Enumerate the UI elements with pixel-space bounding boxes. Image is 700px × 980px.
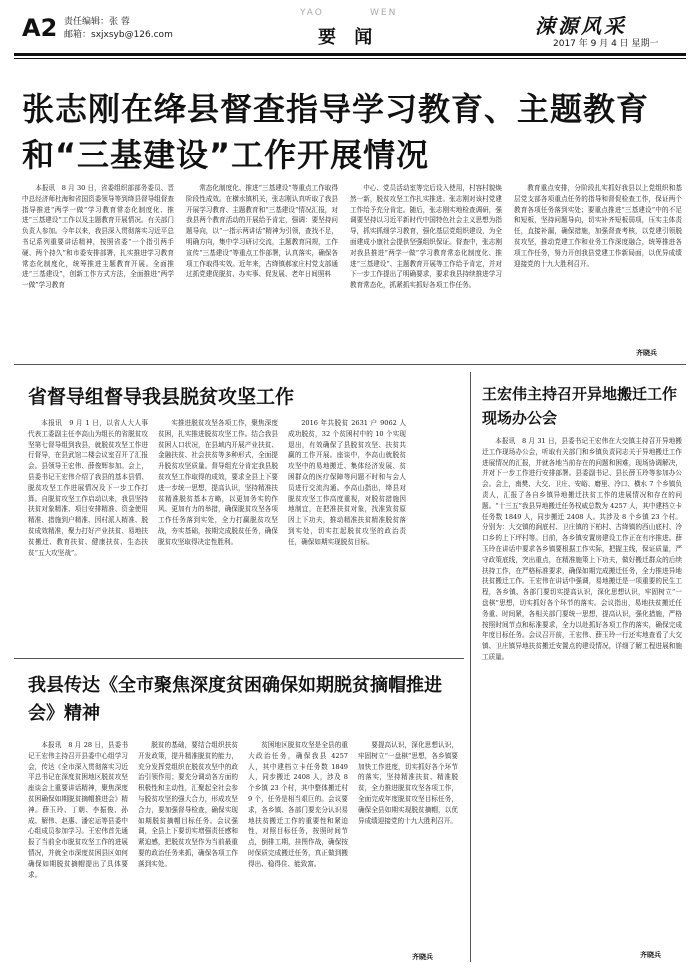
conference-column-4: 要提高认识，深化思想认识，牢固树立“一盘棋”思想，各乡镇要加快工作进度，切实抓好各个环节的落实，坚持精准扶贫、精准脱贫，全力推进脱贫攻坚各项工作，全面完成年度脱贫攻坚目标任务，确保全县如期实现脱贫摘帽，以优异成绩迎接党的十九大胜利召开。	[358, 741, 458, 825]
lead-column-3: 中心、党员活动室等完后设入使用，村容村貌焕然一新，脱贫攻坚工作扎实推进。张志刚对该村党建工作给予充分肯定。随后，张志刚实地检查调研，强调要坚持以习近平新时代中国特色社会主义思想为指导，抓实抓细学习教育，强化基层党组织建设，为全面建成小康社会提供坚强组织保证。督查中，张志刚对我县推进“两学一做”学习教育常态化制度化、推进“三基建设”、主题教育开展等工作给予肯定，并对下一步工作提出了明确要求，要求我县持续推进学习教育常态化，抓紧抓实抓好各项工作任务。	[350, 184, 502, 290]
lead-column-4: 教育重点安排，分阶段扎实抓好我县以上党组织和基层党支部各项重点任务的指导和督促检查工作，保证两个教育各项任务落到实处；要重点推进“三基建设”中的不足和短板，坚持问题导向，切实补齐短板弱项，压实主体责任，直接补漏，确保措施，加强督查考核，以党建引领脱贫攻坚，推动党建工作和业务工作深度融合，统筹推进各项工作任务，努力开创我县党建工作新局面，以优异成绩迎接党的十九大胜利召开。	[514, 184, 682, 268]
section-divider-2	[14, 658, 464, 659]
pinyin-right: WEN	[370, 8, 398, 18]
editor-line: 责任编辑：张 蓉	[64, 17, 130, 27]
poverty-column-3: 2016 年共脱贫 2631 户 9062 人成功脱贫，32 个贫困村中的 10 个实现退出，有效确保了县脱贫攻坚、扶贫共赢的工作开展。座谈中，李高山就脱贫攻坚中的易地搬迁、集体经济发展、贫困群众的医疗保障等问题不时和与会人员进行交流沟通。李高山指出，绛县对脱贫攻坚工作高度重视，对脱贫措施因地制宜，在把准扶贫对象，找准致贫原因上下功夫，推动精准扶贫精准脱贫落到实处，切实扛起脱贫攻坚的政治责任，确保如期实现脱贫目标。	[288, 419, 406, 546]
masthead-rule-thin	[14, 58, 686, 59]
masthead	[0, 0, 700, 56]
relocation-body: 本报讯 8 月 31 日，县委书记王宏伟在大交镇主持召开异地搬迁工作现场办公会，听取有关部门和乡镇负责同志关于异地搬迁工作进展情况的汇报，并就各地当前存在的问题和困难，现场协调解决，并对下一步工作进行安排部署。县委副书记、县长薛玉玲等参加办公会。会上，南樊、大交、卫庄、安峪、磨里、冷口、横水 7 个乡镇负责人，汇报了各自乡镇异地搬迁扶贫工作的进展情况和存在的问题。“十三五”我县异地搬迁任务权威总数为 4257 人，其中建档立卡任务数 1849 人，同步搬迁 2408 人。共涉及 8 个乡镇 23 个村。分别为：大交镇的涧底村、卫庄镇的下柏村、古绛镇的西山底村、冷口乡的上下坪村等。目前，各乡镇安置房建设工作正在有序推进。薛玉玲在讲话中要求各乡镇要根据工作实际，把握主线，保证质量，严守政策底线，突出重点，在精准施策上下功夫，做好搬迁群众的后续扶持工作，在严格标准要求，确保如期完成搬迁任务，全力推进异地扶贫搬迁工作。王宏伟在讲话中强调，易地搬迁是一项重要的民生工程，各乡镇、各部门要切实提高认识，深化思想认识，牢固树立“一盘棋”思想，切实抓好各个环节的落实。会议指出，易地扶贫搬迁任务重、时间紧，各相关部门要统一思想，提高认识，强化措施，严格按照时间节点和标准要求，全力以赴抓好各项工作的落实，确保完成年度目标任务。会议召开前，王宏伟、薛玉玲一行还实地查看了大交镇、卫庄镇异地扶贫搬迁安置点的建设情况，详细了解工程进展和施工质量。	[482, 437, 682, 661]
section-pinyin	[300, 8, 398, 18]
newspaper-logo: 涑源风采	[535, 14, 627, 38]
poverty-column-2: 实推进脱贫攻坚各项工作，聚焦深度贫困，扎实推进脱贫攻坚工作。结合我县贫困人口状况，在县域内开展产业扶贫、金融扶贫、社会扶贫等多种形式，全面提升脱贫攻坚质量。督导组充分肯定我县脱贫攻坚工作取得的成效，要求全县上下要进一步统一思想，提高认识，坚持精准扶贫精准脱贫基本方略，以更加务实的作风、更加有力的举措，确保脱贫攻坚各项工作任务落到实处，全力打赢脱贫攻坚战，夯实基础，按期完成脱贫任务，确保脱贫攻坚取得决定性胜利。	[158, 419, 278, 546]
lead-headline: 张志刚在绛县督查指导学习教育、主题教育和“三基建设”工作开展情况	[22, 90, 650, 174]
vertical-divider	[470, 372, 471, 962]
pinyin-left: YAO	[300, 8, 324, 18]
masthead-rule	[14, 53, 686, 56]
lead-column-2: 常态化制度化、推进“三基建设”等重点工作取得阶段性成效。在横水镇机关，张志刚认真听取了我县开展学习教育、主题教育和“三基建设”情况汇报，对我县两个教育活动的开展给予肯定，强调：要坚持问题导向，以“一指示两讲话”精神为引领，查找不足，明确方向，集中学习研讨交流，主题教育同规，工作宣传“三基建设”等重点工作部署，认真落实，确保各项工作取得实效。近年来，古绛镇郝家庄村党支部通过抓党建促脱贫、办实事、促发展、老年日间照料	[186, 184, 338, 279]
lead-column-1: 本报讯 8 月 30 日，省委组织部部务委员、晋中总经济师杜海和省国资委领导等到绛县督导组督查指导推进“两学一做”学习教育常态化制度化、推进“三基建设”工作以及主题教育开展情况。有关部门负责人参加。今年以来，我县深入贯彻落实习近平总书记系列重要讲话精神，按照省委“一个指引两手硬、两个持久”和市委安排部署，扎实推进学习教育常态化制度化，统筹推进主题教育开展。全面推进“三基建设”，创新工作方式方法，全面推进“两学一做”学习教育	[22, 184, 174, 290]
conference-column-2: 脱贫的基础，要结合组织扶贫开发政策，提升精准脱贫的能力，充分发挥党组织在脱贫攻坚中的政治引领作用；要充分调动各方面的积极性和主动性，汇聚起全社会参与脱贫攻坚的强大合力，形成攻坚合力，要加强督导检查，确保实现如期脱贫摘帽目标任务。会议强调，全县上下要切实增强责任感和紧迫感，把脱贫攻坚作为当前最重要的政治任务来抓，确保各项工作落到实处。	[138, 741, 238, 868]
conference-byline: 齐晓兵	[412, 952, 433, 961]
lead-byline: 齐晓兵	[636, 348, 657, 357]
poverty-column-1: 本报讯 9 月 1 日，以省人大人事代表工委副主任李高山为组长的省脱贫攻坚第七督导组到我县，就脱贫攻坚工作进行督导，在县武馆二楼会议室召开了汇报会。县领导王宏伟、薛俊辉参加。会上，县委书记王宏伟介绍了我县的基本县情、脱贫攻坚工作进展情况及下一步工作打算。自脱贫攻坚工作启动以来，我县坚持扶贫对象精准、项目安排精准、资金使用精准、措施到户精准、因村派人精准、脱贫成效精准，聚力打好产业扶贫、易地扶贫搬迁、教育扶贫、健康扶贫、生态扶贫“五大攻坚战”。	[28, 419, 148, 557]
relocation-headline: 王宏伟主持召开异地搬迁工作现场办公会	[482, 385, 678, 427]
relocation-byline: 齐晓兵	[640, 950, 661, 959]
conference-headline: 我县传达《全市聚焦深度贫困确保如期脱贫摘帽推进会》精神	[28, 675, 442, 724]
editor-info	[64, 16, 173, 42]
email-line: 邮箱：sxjxsyb@126.com	[64, 30, 173, 40]
page-number: A2	[22, 14, 58, 42]
section-divider	[14, 364, 686, 365]
issue-date: 2017 年 9 月 4 日 星期一	[553, 39, 659, 49]
conference-column-3: 贫困地区脱贫攻坚是全县的重大政治任务，确保我县 4257 人，其中建档立卡任务数 1849 人，同步搬迁 2408 人，涉及 8 个乡镇 23 个村，其中整体搬迁村 9 个，任务是相当艰巨的。会议要求，各乡镇、各部门要充分认识易地扶贫搬迁工作的重要性和紧迫性，对照目标任务，按照时间节点，倒排工期，挂图作战，确保按时保质完成搬迁任务，真正做到搬得出、稳得住、能致富。	[248, 741, 348, 868]
poverty-supervision-headline: 省督导组督导我县脱贫攻坚工作	[28, 386, 295, 408]
conference-column-1: 本报讯 8 月 28 日，县委书记王宏伟主持召开县委中心组学习会，传达《全市深入贯彻落实习近平总书记在深度贫困地区脱贫攻坚座谈会上重要讲话精神，聚焦深度贫困确保如期脱贫摘帽推进会》精神。薛玉玲、丁朝、李振俊、孙成、解伟、赵惠、潘宏运等县委中心组成员参加学习。王宏伟首先通报了当前全市脱贫攻坚工作的进展情况，并就全市深度贫困县区如何确保如期脱贫摘帽提出了具体要求。	[28, 741, 128, 879]
section-title: 要 闻	[318, 27, 379, 48]
